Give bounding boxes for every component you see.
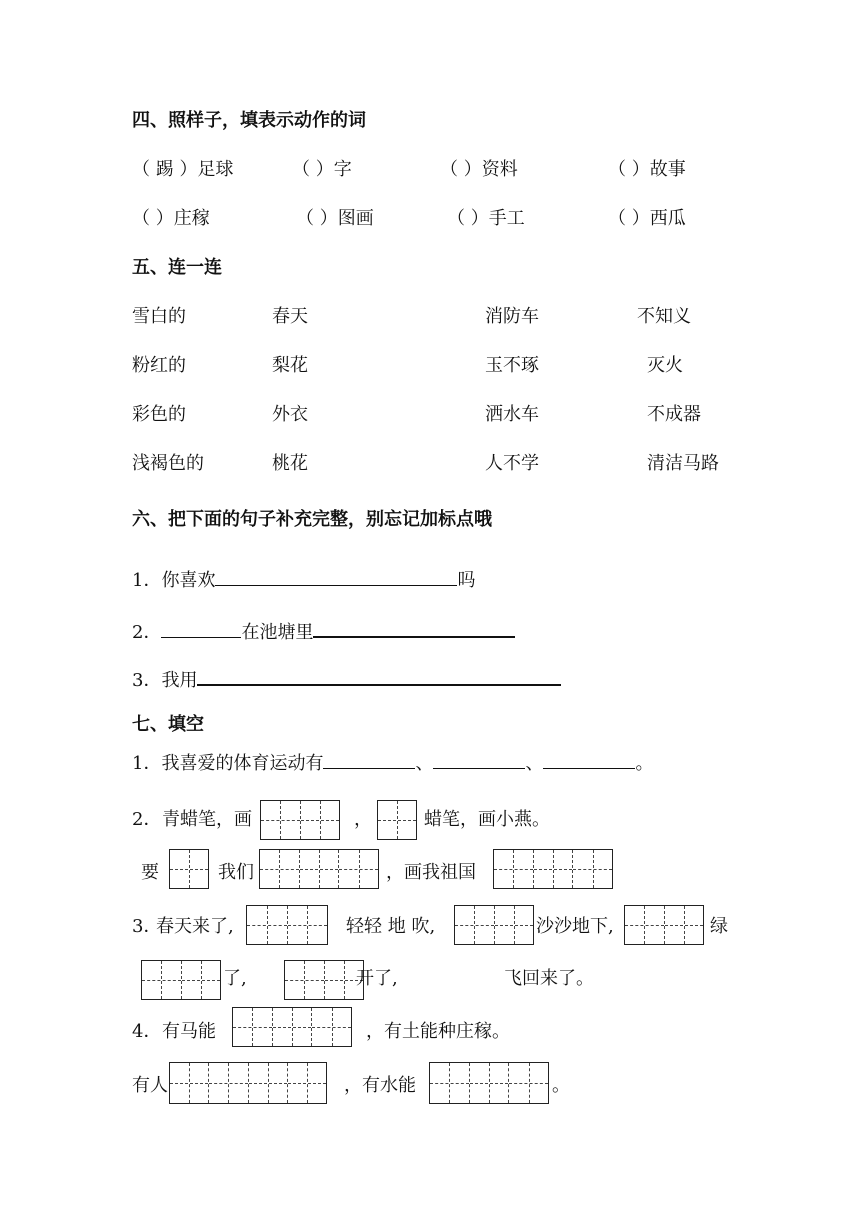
sentence-2 xyxy=(132,618,515,644)
tian-grid-box[interactable] xyxy=(232,1007,352,1047)
verb-word: 庄稼 xyxy=(173,208,210,229)
sentence-end: 。 xyxy=(635,753,654,774)
verb-paren[interactable]: （ ） xyxy=(447,208,489,229)
tian-grid-box[interactable] xyxy=(260,800,340,840)
match-right-item[interactable]: 梨花 xyxy=(272,355,308,376)
answer-blank[interactable] xyxy=(323,750,415,769)
sentence-text: 蜡笔，画小燕。 xyxy=(424,809,550,830)
verb-word: 故事 xyxy=(649,159,686,180)
verb-paren[interactable]: （ ） xyxy=(608,208,650,229)
verb-item xyxy=(296,208,374,230)
verb-paren[interactable]: （ ） xyxy=(132,208,174,229)
section-6-title: 六、把下面的句子补充完整，别忘记加标点哦 xyxy=(132,509,492,530)
tian-grid-box[interactable] xyxy=(377,800,417,840)
sentence-text: 有人 xyxy=(132,1075,168,1096)
separator: 、 xyxy=(525,753,544,774)
verb-word: 图画 xyxy=(337,208,374,229)
verb-word: 资料 xyxy=(481,159,518,180)
question-number: 2． xyxy=(132,809,162,830)
sentence-1 xyxy=(132,567,475,592)
verb-paren[interactable]: （ ） xyxy=(440,159,482,180)
match-left-item[interactable]: 洒水车 xyxy=(485,404,539,425)
verb-paren[interactable]: （ ） xyxy=(292,159,334,180)
verb-word: 足球 xyxy=(197,159,234,180)
match-right-item[interactable]: 春天 xyxy=(272,306,308,327)
match-left-item[interactable]: 消防车 xyxy=(485,306,539,327)
sentence-text: 你喜欢 xyxy=(161,570,216,591)
tian-grid-box[interactable] xyxy=(246,905,328,945)
sentence-text: 我用 xyxy=(161,670,198,691)
sentence-text: 要 xyxy=(141,862,159,883)
sentence-text: 我们 xyxy=(218,862,254,883)
match-left-item[interactable]: 玉不琢 xyxy=(485,355,539,376)
match-left-item[interactable]: 雪白的 xyxy=(132,306,186,327)
verb-item xyxy=(608,159,686,181)
verb-paren[interactable]: （ ） xyxy=(296,208,338,229)
question-number: 3． xyxy=(132,916,162,937)
question-number: 4． xyxy=(132,1021,162,1042)
sentence-3 xyxy=(132,666,561,692)
sentence-text: 沙沙地下, xyxy=(536,916,614,937)
verb-item xyxy=(608,208,686,230)
sentence-text: 有马能 xyxy=(162,1021,216,1042)
answer-blank[interactable] xyxy=(313,618,515,638)
match-left-item[interactable]: 人不学 xyxy=(485,453,539,474)
match-right-item[interactable]: 灭火 xyxy=(647,355,683,376)
match-right-item[interactable]: 桃花 xyxy=(272,453,308,474)
section-4-title: 四、照样子，填表示动作的词 xyxy=(132,110,366,131)
question-number: 1． xyxy=(132,570,162,591)
sentence-text: 在池塘里 xyxy=(241,622,314,643)
question-number: 2． xyxy=(132,622,162,643)
tian-grid-box[interactable] xyxy=(169,849,209,889)
tian-grid-box[interactable] xyxy=(429,1062,549,1104)
fill-1 xyxy=(132,750,653,775)
answer-blank[interactable] xyxy=(161,619,241,638)
tian-grid-box[interactable] xyxy=(624,905,704,945)
tian-grid-box[interactable] xyxy=(454,905,534,945)
verb-item xyxy=(447,208,525,230)
sentence-text: ，画我祖国 xyxy=(386,862,476,883)
verb-item xyxy=(440,159,518,181)
verb-item xyxy=(292,159,352,181)
verb-paren[interactable]: （ 踢 ） xyxy=(132,159,198,180)
sentence-text: ，有水能 xyxy=(344,1075,416,1096)
answer-blank[interactable] xyxy=(215,567,457,586)
match-left-item[interactable]: 粉红的 xyxy=(132,355,186,376)
sentence-end: 。 xyxy=(552,1075,570,1096)
answer-blank[interactable] xyxy=(543,750,635,769)
question-number: 3． xyxy=(132,670,162,691)
tian-grid-box[interactable] xyxy=(259,849,379,889)
verb-item xyxy=(132,159,233,181)
section-5-title: 五、连一连 xyxy=(132,257,222,278)
sentence-text: ， xyxy=(354,809,372,830)
sentence-text: 开了, xyxy=(356,968,398,989)
match-left-item[interactable]: 浅褐色的 xyxy=(132,453,204,474)
sentence-text: 春天来了, xyxy=(156,916,234,937)
sentence-text: 飞回来了。 xyxy=(504,968,594,989)
match-right-item[interactable]: 外衣 xyxy=(272,404,308,425)
sentence-text: 绿 xyxy=(710,916,728,937)
match-left-item[interactable]: 彩色的 xyxy=(132,404,186,425)
sentence-text: 轻轻 地 吹, xyxy=(346,916,436,937)
answer-blank[interactable] xyxy=(433,750,525,769)
verb-word: 西瓜 xyxy=(649,208,686,229)
sentence-text: 青蜡笔，画 xyxy=(162,809,252,830)
sentence-text: 吗 xyxy=(457,570,476,591)
match-right-item[interactable]: 不成器 xyxy=(647,404,701,425)
tian-grid-box[interactable] xyxy=(169,1062,327,1104)
verb-word: 字 xyxy=(333,159,352,180)
section-7-title: 七、填空 xyxy=(132,714,204,735)
sentence-text: 我喜爱的体育运动有 xyxy=(161,753,324,774)
match-right-item[interactable]: 不知义 xyxy=(637,306,691,327)
verb-word: 手工 xyxy=(488,208,525,229)
sentence-text: ，有土能种庄稼。 xyxy=(366,1021,510,1042)
match-right-item[interactable]: 清洁马路 xyxy=(647,453,719,474)
tian-grid-box[interactable] xyxy=(284,960,364,1000)
question-number: 1． xyxy=(132,753,162,774)
tian-grid-box[interactable] xyxy=(493,849,613,889)
verb-item xyxy=(132,208,210,230)
verb-paren[interactable]: （ ） xyxy=(608,159,650,180)
tian-grid-box[interactable] xyxy=(141,960,221,1000)
sentence-text: 了, xyxy=(223,968,247,989)
separator: 、 xyxy=(415,753,434,774)
answer-blank[interactable] xyxy=(197,666,561,686)
